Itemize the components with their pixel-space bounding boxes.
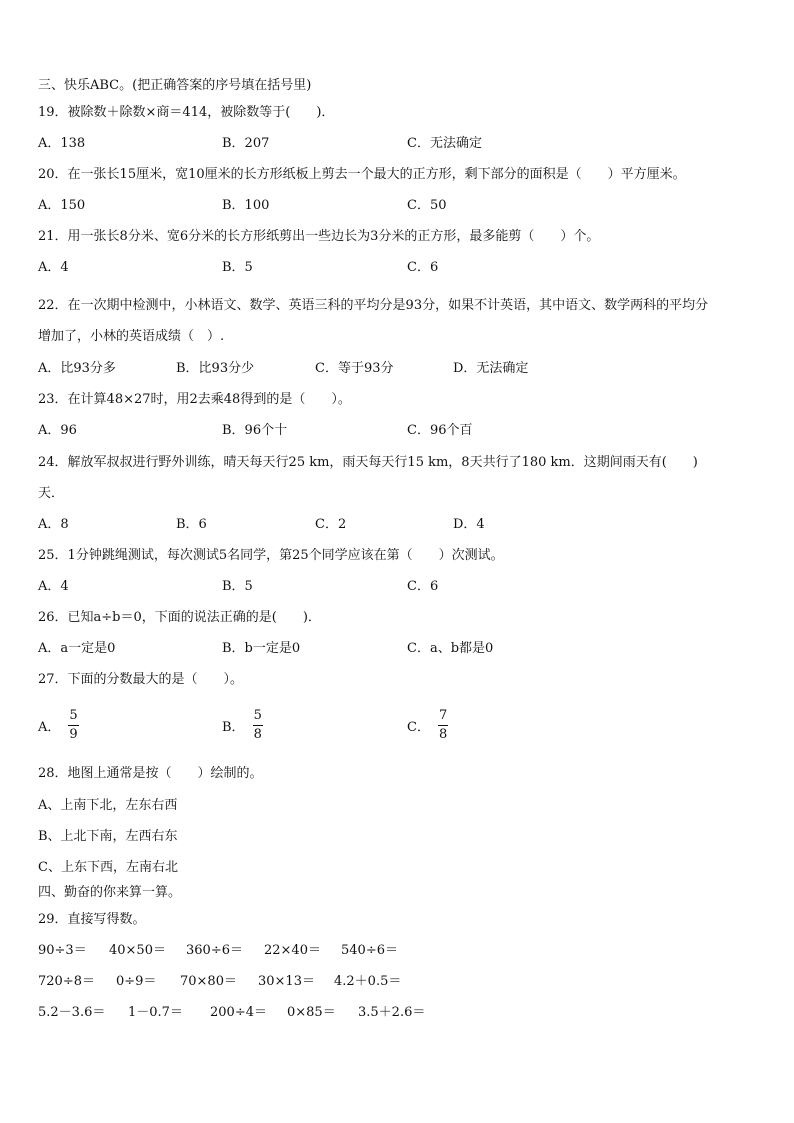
question-22-stem-line2: 增加了，小林的英语成绩（ ）.: [38, 329, 225, 344]
option-label: A．: [38, 720, 61, 735]
calc-item: 540÷6＝: [341, 943, 398, 958]
question-22-option-a: A．比93分多: [38, 361, 116, 376]
denominator: 8: [438, 727, 448, 742]
calc-item: 4.2＋0.5＝: [334, 974, 402, 989]
calc-item: 90÷3＝: [38, 943, 87, 958]
question-23-option-b: B．96个十: [222, 423, 288, 438]
calc-item: 720÷8＝: [38, 974, 95, 989]
calc-item: 0÷9＝: [116, 974, 157, 989]
question-20-option-b: B．100: [222, 198, 270, 213]
question-28-option-c: C、上东下西，左南右北: [38, 860, 178, 875]
calc-item: 0×85＝: [287, 1005, 336, 1020]
fraction: [438, 709, 448, 742]
fraction: [68, 709, 78, 742]
numerator: 5: [253, 709, 263, 726]
calc-item: 22×40＝: [264, 943, 321, 958]
question-24-option-c: C．2: [315, 517, 347, 532]
question-27-stem: 27．下面的分数最大的是（ ）。: [38, 672, 244, 687]
question-27-option-a: [38, 709, 79, 742]
question-19-option-b: B．207: [222, 136, 270, 151]
question-24-stem-line1: 24．解放军叔叔进行野外训练，晴天每天行25 km，雨天每天行15 km，8天共行了180 km．这期间雨天有( ): [38, 455, 698, 470]
question-26-option-c: C．a、b都是0: [407, 641, 494, 656]
calc-item: 70×80＝: [180, 974, 237, 989]
question-23-option-c: C．96个百: [407, 423, 473, 438]
question-25-option-a: A．4: [38, 579, 69, 594]
denominator: 8: [253, 727, 262, 742]
question-25-option-b: B．5: [222, 579, 253, 594]
calc-item: 1－0.7＝: [128, 1005, 183, 1020]
question-28-option-a: A、上南下北，左东右西: [38, 798, 178, 813]
question-22-option-b: B．比93分少: [176, 361, 255, 376]
question-19-stem: 19．被除数＋除数×商＝414，被除数等于( )．: [38, 105, 335, 120]
calc-item: 200÷4＝: [210, 1005, 267, 1020]
calc-item: 30×13＝: [258, 974, 315, 989]
question-22-option-d: D．无法确定: [453, 361, 529, 376]
question-28-option-b: B、上北下南，左西右东: [38, 829, 178, 844]
option-label: B．: [222, 720, 245, 735]
question-19-option-c: C．无法确定: [407, 136, 482, 151]
question-21-option-a: A．4: [38, 260, 69, 275]
option-label: C．: [407, 720, 430, 735]
question-25-option-c: C．6: [407, 579, 439, 594]
question-25-stem: 25．1分钟跳绳测试，每次测试5名同学，第25个同学应该在第（ ）次测试。: [38, 548, 504, 563]
question-20-option-c: C．50: [407, 198, 447, 213]
question-26-option-b: B．b一定是0: [222, 641, 301, 656]
question-24-stem-line2: 天．: [38, 486, 65, 501]
section-4-title: 四、勤奋的你来算一算。: [38, 885, 182, 900]
numerator: 7: [438, 709, 448, 726]
calc-item: 3.5＋2.6＝: [358, 1005, 426, 1020]
question-19-option-a: A．138: [38, 136, 86, 151]
question-21-stem: 21．用一张长8分米、宽6分米的长方形纸剪出一些边长为3分米的正方形，最多能剪（ ）个。: [38, 229, 600, 244]
calc-item: 5.2－3.6＝: [38, 1005, 106, 1020]
question-21-option-c: C．6: [407, 260, 439, 275]
question-20-stem: 20．在一张长15厘米，宽10厘米的长方形纸板上剪去一个最大的正方形，剩下部分的面积是（ ）平方厘米。: [38, 167, 686, 182]
denominator: 9: [69, 727, 78, 742]
question-22-option-c: C．等于93分: [315, 361, 394, 376]
question-23-stem: 23．在计算48×27时，用2去乘48得到的是（ ）。: [38, 392, 351, 407]
question-24-option-a: A．8: [38, 517, 69, 532]
calc-item: 40×50＝: [109, 943, 166, 958]
section-3-title: 三、快乐ABC。(把正确答案的序号填在括号里): [38, 78, 312, 93]
question-28-stem: 28．地图上通常是按（ ）绘制的。: [38, 766, 263, 781]
question-26-option-a: A．a一定是0: [38, 641, 116, 656]
question-27-option-c: [407, 709, 448, 742]
fraction: [253, 709, 263, 742]
question-24-option-b: B．6: [176, 517, 207, 532]
numerator: 5: [68, 709, 78, 726]
calc-item: 360÷6＝: [186, 943, 243, 958]
question-22-stem-line1: 22．在一次期中检测中，小林语文、数学、英语三科的平均分是93分，如果不计英语，其中语文、数学两科的平均分: [38, 298, 709, 313]
question-20-option-a: A．150: [38, 198, 86, 213]
question-27-option-b: [222, 709, 263, 742]
question-26-stem: 26．已知a÷b＝0，下面的说法正确的是( )．: [38, 610, 321, 625]
question-29-stem: 29．直接写得数。: [38, 912, 146, 927]
question-21-option-b: B．5: [222, 260, 253, 275]
question-23-option-a: A．96: [38, 423, 77, 438]
question-24-option-d: D．4: [453, 517, 485, 532]
